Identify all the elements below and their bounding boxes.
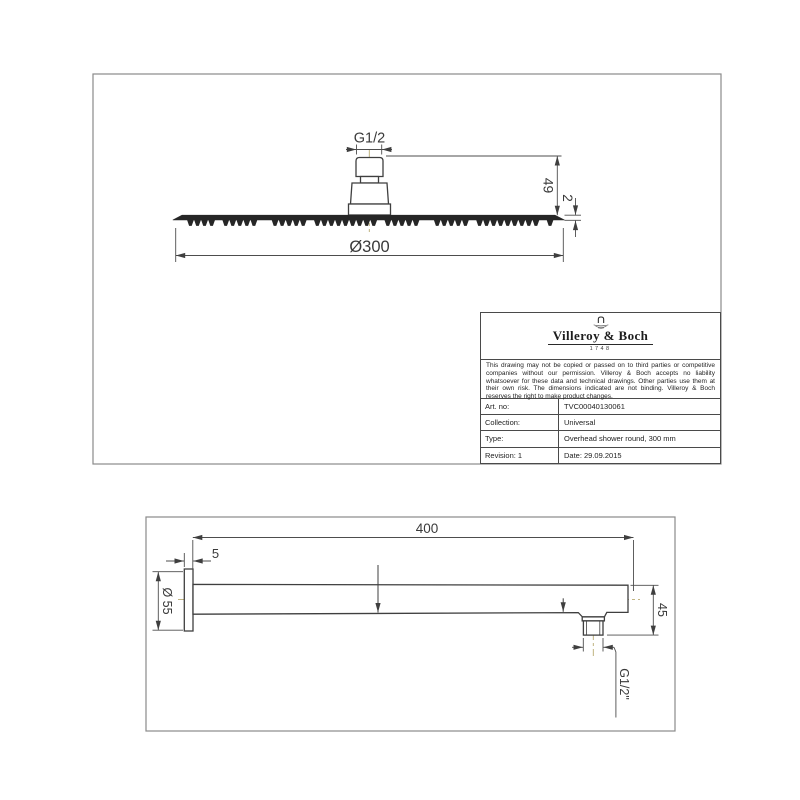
neck	[361, 177, 379, 184]
dim-length-400	[193, 538, 634, 592]
field-row-art-no	[481, 399, 720, 415]
legal-notice: This drawing may not be copied or passed on to third parties or competitive companies without our permission. Villeroy & Boch accepts no liability whatsoever for these data and technical drawings. Other parties use them at their own risk. The dimensions indicated are not binding. Villeroy & Boch reserves the right to make product changes.	[481, 360, 720, 399]
dim-plate-thickness-label: 2	[560, 194, 575, 202]
shower-connector	[349, 158, 391, 216]
dim-length-label: 400	[415, 521, 439, 536]
field-value: Universal	[564, 418, 596, 428]
dim-drop-height-label: 45	[655, 603, 669, 617]
dim-flange-diameter-label: Ø 55	[160, 587, 174, 615]
field-label: Art. no:	[481, 399, 559, 414]
field-label: Type:	[481, 431, 559, 446]
dim-height-label: 49	[540, 177, 557, 194]
field-row-type	[481, 431, 720, 447]
brand-year: 1748	[589, 346, 612, 352]
field-label: Collection:	[481, 415, 559, 430]
shower-arm-drawing	[146, 517, 675, 731]
body	[351, 183, 389, 204]
field-row-collection	[481, 415, 720, 431]
wall-flange	[184, 569, 193, 631]
field-label: Revision: 1	[481, 448, 559, 464]
field-row-revision-date	[481, 448, 720, 464]
field-value: Date: 29.09.2015	[564, 450, 622, 460]
thread-cap	[356, 158, 383, 177]
flange	[349, 204, 391, 215]
field-value: Overhead shower round, 300 mm	[564, 434, 676, 444]
dim-thread-label: G1/2	[353, 130, 386, 147]
brand-logo	[481, 313, 720, 360]
dim-flange-thickness-label: 5	[211, 546, 220, 561]
villeroy-boch-mark-icon	[586, 315, 616, 329]
dim-height-49	[386, 156, 562, 215]
brand-name: Villeroy & Boch	[548, 329, 654, 345]
shower-arm	[184, 569, 628, 635]
dim-arm-thread-label: G1/2"	[617, 668, 631, 700]
nozzle-teeth	[187, 220, 554, 226]
dim-flange-thickness	[166, 553, 211, 567]
field-value: TVC00040130061	[564, 402, 625, 411]
title-block	[480, 312, 721, 464]
shower-plate	[173, 215, 565, 220]
dim-plate-thickness	[565, 198, 582, 237]
dim-diameter-label: Ø300	[349, 238, 390, 256]
dim-arm-thread	[572, 638, 616, 718]
